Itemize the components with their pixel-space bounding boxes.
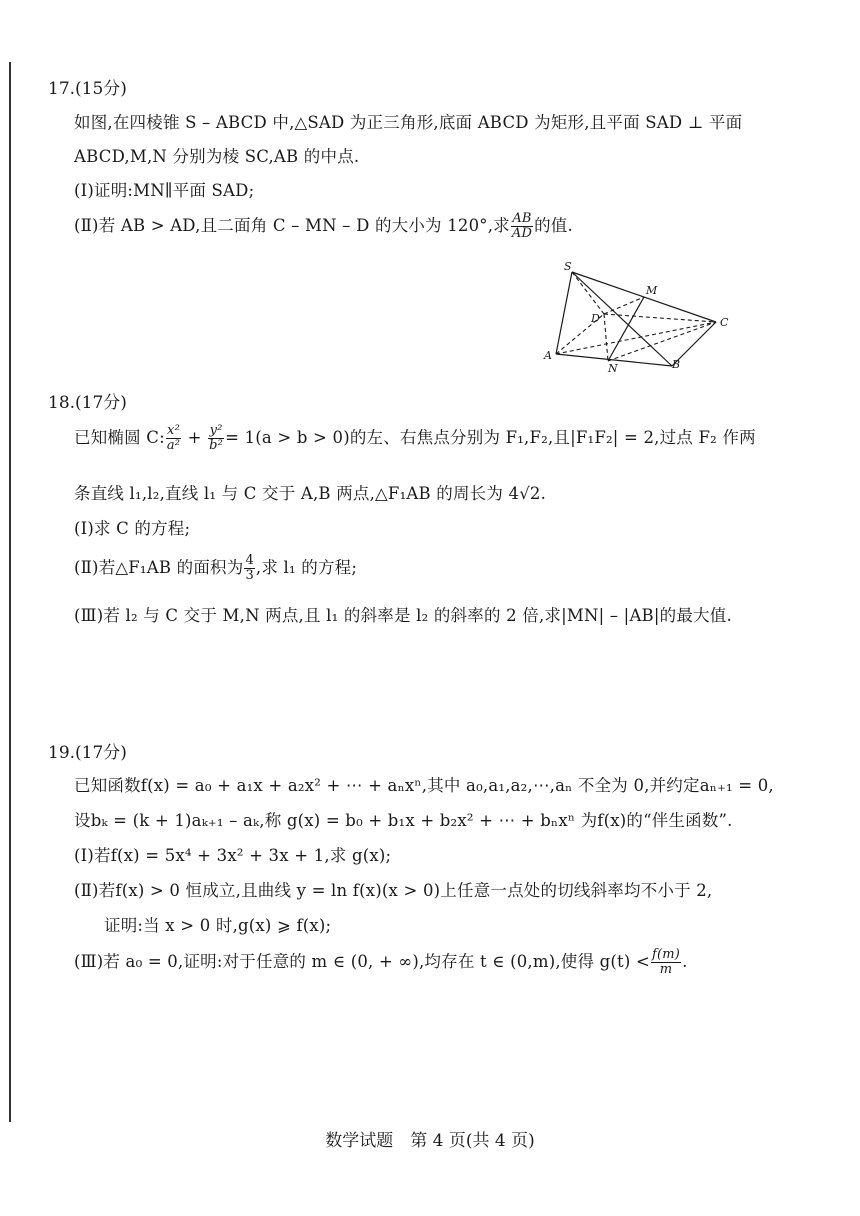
q19-part2-line1: (Ⅱ)若f(x) > 0 恒成立,且曲线 y = ln f(x)(x > 0)上任意一点处的切线斜率均不小于 2, <box>74 881 713 900</box>
fraction-numerator: y² <box>209 423 223 439</box>
fraction-denominator: m <box>651 962 681 977</box>
q18-score: (17分) <box>75 393 127 413</box>
q18-part2 <box>74 554 357 583</box>
label-C: C <box>720 316 729 329</box>
q17-part2-text: (Ⅱ)若 AB > AD,且二面角 C – MN – D 的大小为 120°,求 <box>74 216 510 235</box>
four-thirds-fraction <box>244 554 254 582</box>
fraction-numerator: AB <box>512 211 532 227</box>
q18-text-start: 已知椭圆 C: <box>74 428 165 447</box>
fraction-denominator: a² <box>166 438 181 453</box>
q18-part1: (Ⅰ)求 C 的方程; <box>74 519 191 538</box>
fm-over-m-fraction <box>651 948 681 976</box>
fraction-denominator: 3 <box>245 568 254 583</box>
q18-part2-tail: ,求 l₁ 的方程; <box>255 558 358 577</box>
binding-margin-line <box>9 62 11 1122</box>
q17-text-line1: 如图,在四棱锥 S – ABCD 中,△SAD 为正三角形,底面 ABCD 为矩形,且平面 SAD ⊥ 平面 <box>74 113 743 132</box>
fraction-numerator: x² <box>167 423 180 439</box>
q19-part3-tail: . <box>682 952 688 971</box>
label-N: N <box>608 362 618 374</box>
page-footer: 数学试题 第 4 页(共 4 页) <box>325 1131 535 1151</box>
q19-text-line1: 已知函数f(x) = a₀ + a₁x + a₂x² + ⋯ + aₙxⁿ,其中 a₀,a₁,a₂,⋯,aₙ 不全为 0,并约定aₙ₊₁ = 0, <box>74 776 774 795</box>
q17-part2 <box>74 212 573 241</box>
label-A: A <box>544 349 552 362</box>
label-M: M <box>646 284 658 297</box>
q19-part3 <box>74 948 688 977</box>
q19-part3-text: (Ⅲ)若 a₀ = 0,证明:对于任意的 m ∈ (0, + ∞),均存在 t ∈ (0,m),使得 g(t) < <box>74 952 650 971</box>
label-B: B <box>672 358 681 371</box>
q18-text-line1: 已知椭圆 C: $\frac{\text{x²}}{\text{a²}}$ + $\frac{\text{y²}}{\text{b²}}$ = 1(a > b > 0)的左、右焦点分别为 F₁,F₂,且|F₁F₂| = 2,过点 F₂ 作两 <box>74 423 756 453</box>
q19-part1: (Ⅰ)若f(x) = 5x⁴ + 3x² + 3x + 1,求 g(x); <box>74 846 392 865</box>
q17-part2-fraction <box>511 212 533 240</box>
q19-header <box>48 738 127 763</box>
label-S: S <box>564 260 572 273</box>
q19-text-line2: 设bₖ = (k + 1)aₖ₊₁ – aₖ,称 g(x) = b₀ + b₁x + b₂x² + ⋯ + bₙxⁿ 为f(x)的“伴生函数”. <box>74 811 733 830</box>
q19-number: 19. <box>48 743 76 763</box>
q18-number: 18. <box>48 393 76 413</box>
fraction-numerator: 4 <box>245 553 254 569</box>
q18-text-rest: = 1(a > b > 0)的左、右焦点分别为 F₁,F₂,且|F₁F₂| = 2,过点 F₂ 作两 <box>225 428 756 447</box>
fraction-denominator: AD <box>511 226 533 241</box>
q17-text-line2: ABCD,M,N 分别为棱 SC,AB 的中点. <box>74 147 360 166</box>
q18-part2-text: (Ⅱ)若△F₁AB 的面积为 <box>74 558 244 577</box>
q18-part3: (Ⅲ)若 l₂ 与 C 交于 M,N 两点,且 l₁ 的斜率是 l₂ 的斜率的 2 倍,求|MN| – |AB|的最大值. <box>74 606 732 625</box>
y2-over-b2-fraction <box>208 424 224 452</box>
q19-part2-line2: 证明:当 x > 0 时,g(x) ⩾ f(x); <box>104 916 332 935</box>
q17-part2-tail: 的值. <box>534 216 573 235</box>
q18-text-line2: 条直线 l₁,l₂,直线 l₁ 与 C 交于 A,B 两点,△F₁AB 的周长为 4√2. <box>74 484 547 503</box>
q17-score: (15分) <box>75 79 127 99</box>
label-D: D <box>591 312 600 325</box>
q19-score: (17分) <box>75 743 127 763</box>
q17-number: 17. <box>48 79 76 99</box>
fraction-denominator: b² <box>209 438 224 453</box>
q17-header <box>48 74 127 99</box>
fraction-numerator: f(m) <box>652 947 681 963</box>
q18-header <box>48 388 127 413</box>
x2-over-a2-fraction <box>166 424 181 452</box>
q17-part1: (Ⅰ)证明:MN∥平面 SAD; <box>74 181 255 200</box>
pyramid-figure <box>536 258 736 374</box>
